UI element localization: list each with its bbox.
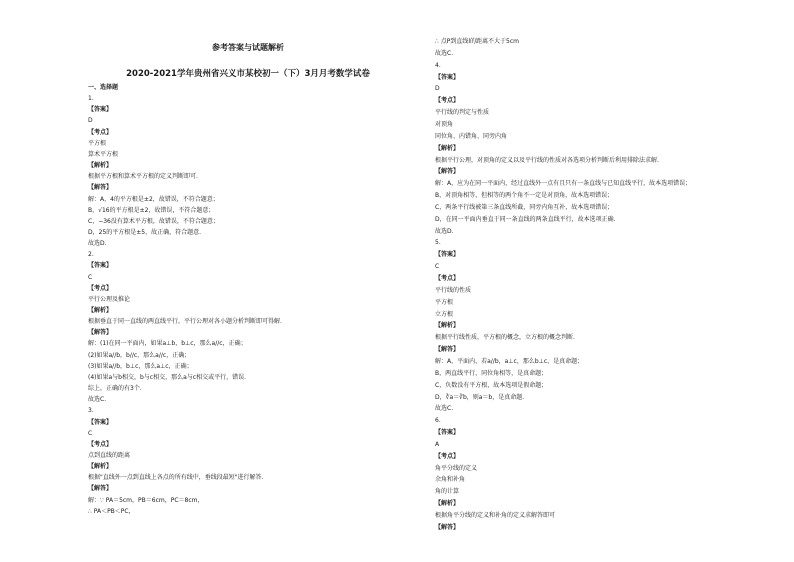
- text-line: 根据平行线性质，平方根的概念，立方根的概念判断.: [435, 334, 575, 342]
- text-line: D，在同一平面内垂直于同一条直线的两条直线平行，故本选项正确.: [435, 215, 616, 223]
- text-line: 算术平方根: [88, 150, 119, 158]
- text-line: 【解答】: [435, 168, 460, 176]
- text-line: D: [435, 85, 440, 93]
- text-line: 【解析】: [435, 500, 460, 508]
- text-line: 根据平行公理，对顶角的定义以及平行线的性质对各选项分析判断后利用排除法求解.: [435, 156, 659, 164]
- text-line: 解：A，应为在同一平面内，经过直线外一点有且只有一条直线与已知直线平行，故本选项错误；: [435, 180, 692, 188]
- text-line: D: [88, 117, 93, 125]
- text-line: C，两条平行线被第三条直线所截，同旁内角互补，故本选项错误；: [435, 203, 614, 211]
- text-line: 【考点】: [88, 128, 113, 136]
- text-line: 6.: [435, 417, 441, 425]
- text-line: 【答案】: [435, 73, 460, 81]
- text-line: B，对顶角相等，但相等的两个角不一定是对顶角，故本选项错误；: [435, 192, 614, 200]
- text-line: 角平分线的定义: [435, 464, 478, 472]
- text-line: 平方根: [435, 298, 454, 306]
- text-line: 【解答】: [88, 329, 113, 337]
- text-line: 【解答】: [435, 523, 460, 531]
- text-line: 余角和补角: [435, 476, 466, 484]
- text-line: 【考点】: [435, 275, 460, 282]
- text-line: 【解答】: [435, 346, 460, 354]
- text-line: 【解答】: [88, 184, 113, 192]
- text-line: 同位角、内错角、同旁内角: [435, 132, 508, 140]
- text-line: C: [88, 273, 93, 281]
- text-line: 平行线的性质: [435, 286, 472, 294]
- text-line: 解：∵ PA＝5cm，PB＝6cm，PC＝8cm，: [88, 496, 204, 504]
- text-line: B，√16的平方根是±2，故错误，不符合题意；: [88, 206, 215, 214]
- text-line: 3.: [88, 407, 94, 415]
- text-line: 【考点】: [88, 284, 113, 292]
- text-line: 1.: [88, 95, 94, 103]
- text-line: ∴ PA＜PB＜PC，: [88, 507, 135, 515]
- text-line: 综上，正确的有3个.: [88, 385, 142, 393]
- text-line: D，25的平方根是±5，故正确，符合题意.: [88, 228, 202, 236]
- text-line: 【考点】: [435, 97, 460, 105]
- text-line: 【解析】: [435, 144, 460, 152]
- text-line: 角的计算: [435, 488, 460, 496]
- text-line: 【解析】: [88, 463, 113, 471]
- text-line: 故选D.: [88, 240, 107, 248]
- text-line: 根据平方根和算术平方根的定义判断即可.: [88, 173, 198, 181]
- text-line: 故选C.: [435, 405, 454, 413]
- doc-title: 参考答案与试题解析: [212, 43, 284, 52]
- text-line: (4)如果a与b相交，b与c相交，那么a与c相交或平行，错误.: [88, 373, 246, 381]
- text-line: 立方根: [435, 310, 454, 318]
- text-line: 解：(1)在同一平面内，如果a⊥b，b⊥c，那么a//c，正确；: [88, 340, 247, 348]
- text-line: 点到直线的距离: [88, 451, 131, 459]
- text-line: ∴ 点P到直线l的距离不大于5cm: [435, 38, 519, 45]
- text-line: (3)如果a//b，b⊥c，那么a⊥c，正确；: [88, 362, 193, 370]
- text-line: C，负数没有平方根，故本选项是假命题；: [435, 381, 548, 389]
- text-line: 【考点】: [88, 440, 113, 448]
- doc-subtitle: 2020-2021学年贵州省兴义市某校初一（下）3月月考数学试卷: [126, 69, 370, 79]
- text-line: 故选C.: [435, 49, 454, 57]
- text-line: 【答案】: [435, 429, 460, 437]
- text-line: 4.: [435, 61, 441, 69]
- text-line: 【解析】: [88, 162, 113, 170]
- text-line: 平行公理及推论: [88, 295, 131, 303]
- text-line: 【答案】: [88, 262, 113, 270]
- text-line: 解：A，4的平方根是±2，故错误，不符合题意；: [88, 195, 219, 203]
- text-line: 【解析】: [435, 322, 460, 330]
- text-line: 一、选择题: [88, 84, 119, 91]
- text-line: 对顶角: [435, 120, 454, 128]
- text-line: C，−36没有算术平方根，故错误，不符合题意；: [88, 217, 219, 225]
- text-line: 平行线的判定与性质: [435, 109, 490, 117]
- text-line: 【答案】: [88, 106, 113, 114]
- text-line: A: [435, 440, 440, 448]
- text-line: B，两直线平行，同位角相等，是真命题；: [435, 369, 548, 377]
- text-line: 故选C.: [88, 396, 107, 404]
- text-line: 2.: [88, 251, 94, 259]
- text-line: D，∛a＝∛b，则a＝b，是真命题.: [435, 393, 525, 401]
- text-line: 【解答】: [88, 485, 113, 493]
- text-line: 【解析】: [88, 307, 113, 314]
- text-line: C: [88, 429, 93, 437]
- text-line: 【答案】: [435, 251, 460, 259]
- text-line: (2)如果a//b，b//c，那么a//c，正确；: [88, 351, 191, 359]
- text-line: 5.: [435, 239, 441, 247]
- text-line: 【答案】: [88, 418, 113, 426]
- text-line: 根据角平分线的定义和补角的定义求解答即可: [435, 512, 556, 519]
- text-line: 【考点】: [435, 452, 460, 460]
- text-line: 故选D.: [435, 227, 454, 235]
- text-line: C: [435, 263, 440, 271]
- text-line: 根据"直线外一点到直线上各点的所有线中，垂线段最短"进行解答.: [88, 474, 264, 482]
- text-line: 平方根: [88, 139, 107, 147]
- text-line: 解：A，平面内，若a//b，a⊥c，那么b⊥c，是真命题；: [435, 357, 584, 365]
- text-line: 根据垂直于同一直线的两直线平行，平行公理对各小题分析判断即可得解.: [88, 318, 282, 326]
